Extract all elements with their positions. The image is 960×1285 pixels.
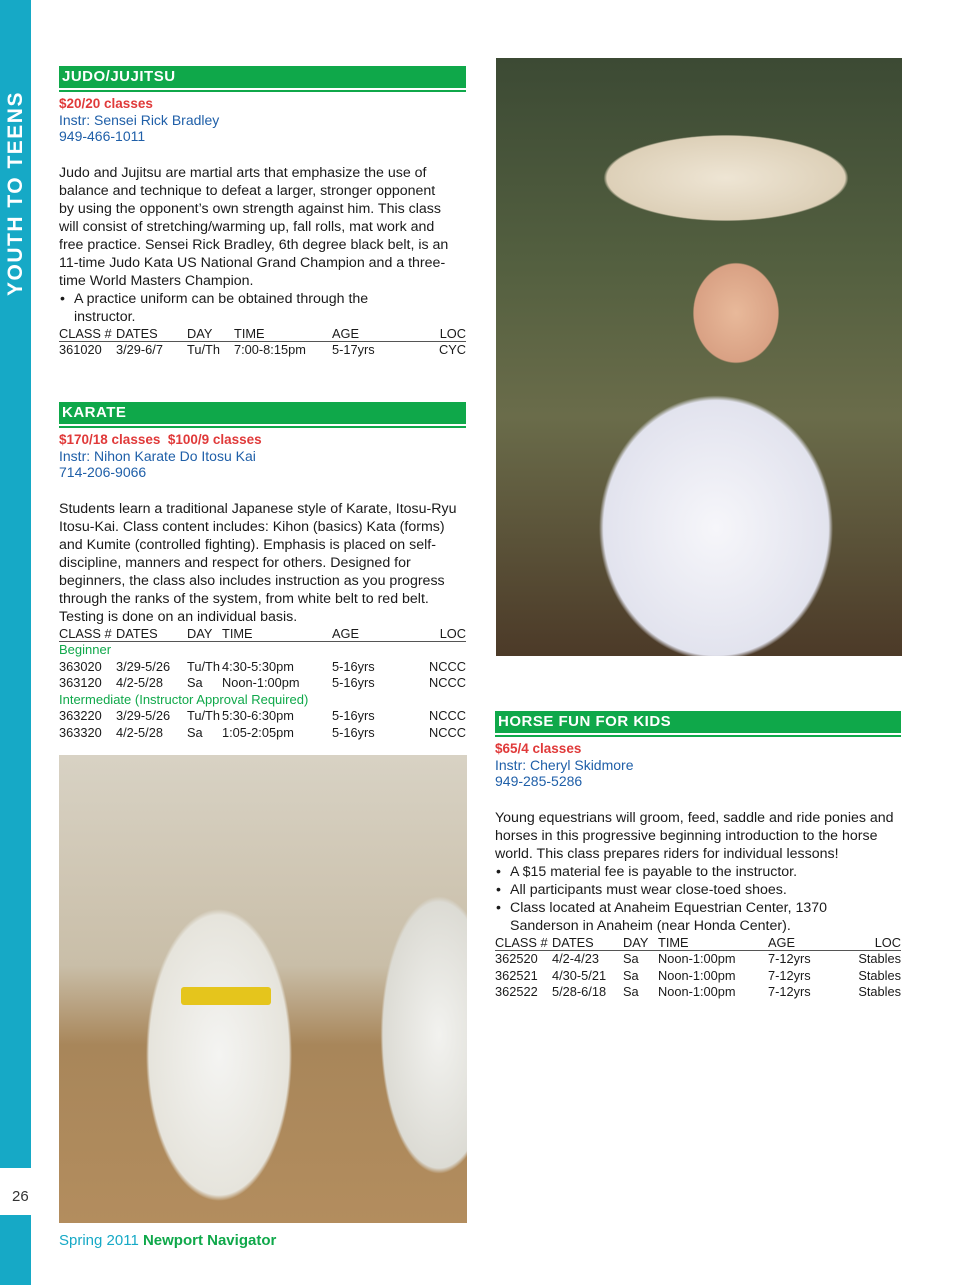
age: 5-16yrs [332, 724, 375, 740]
footer-season: Spring 2011 [59, 1232, 139, 1249]
day: Sa [187, 724, 203, 740]
horse-schedule [495, 935, 901, 1001]
karate-section [59, 402, 466, 741]
table-row [495, 984, 901, 1001]
karate-instructor: Instr: Nihon Karate Do Itosu Kai [59, 448, 256, 464]
col-day: DAY [187, 626, 222, 642]
horse-phone: 949-285-5286 [495, 773, 583, 789]
karate-phone: 714-206-9066 [59, 464, 147, 480]
class-number: 362520 [495, 951, 538, 966]
age: 7-12yrs [768, 984, 811, 999]
judo-price: $20/20 classes [59, 96, 153, 111]
location: Stables [858, 984, 901, 999]
dates: 4/30-5/21 [552, 967, 607, 983]
age: 5-16yrs [332, 708, 375, 723]
location: NCCC [429, 724, 466, 740]
col-loc: LOC [412, 626, 466, 642]
age: 7-12yrs [768, 967, 811, 983]
col-time: TIME [658, 935, 768, 951]
time: Noon-1:00pm [222, 675, 300, 690]
horse-instructor: Instr: Cheryl Skidmore [495, 757, 634, 773]
col-loc: LOC [412, 326, 466, 342]
schedule-header [59, 626, 466, 642]
time: 7:00-8:15pm [234, 342, 306, 357]
table-row [495, 968, 901, 985]
table-row [495, 951, 901, 968]
location: NCCC [429, 658, 466, 674]
class-number: 361020 [59, 342, 102, 357]
class-number: 362522 [495, 984, 538, 999]
beginner-label: Beginner [59, 642, 112, 657]
location: NCCC [429, 675, 466, 690]
col-dates: DATES [116, 326, 187, 342]
time: 1:05-2:05pm [222, 724, 294, 740]
location: NCCC [429, 708, 466, 723]
age: 5-16yrs [332, 675, 375, 690]
location: CYC [438, 342, 466, 357]
yellow-belt [181, 987, 271, 1005]
judo-section [59, 66, 466, 359]
day: Sa [187, 675, 203, 690]
horse-title: HORSE FUN FOR KIDS [495, 711, 901, 735]
dates: 3/29-5/26 [116, 708, 171, 723]
footer [59, 1232, 276, 1249]
col-day: DAY [623, 935, 658, 951]
day: Tu/Th [187, 658, 220, 674]
page-number: 26 [12, 1188, 29, 1205]
class-number: 363020 [59, 658, 102, 674]
col-time: TIME [234, 326, 332, 342]
judo-phone: 949-466-1011 [59, 128, 146, 144]
col-class: CLASS # [59, 326, 116, 342]
col-class: CLASS # [59, 626, 116, 642]
day: Tu/Th [187, 342, 220, 357]
time: 4:30-5:30pm [222, 658, 294, 674]
karate-price: $170/18 classes $100/9 classes [59, 432, 262, 447]
day: Tu/Th [187, 708, 220, 723]
col-dates: DATES [552, 935, 623, 951]
table-row [59, 675, 466, 692]
class-number: 363220 [59, 708, 102, 723]
side-label-wrap [0, 0, 31, 300]
table-row [59, 708, 466, 725]
horse-price: $65/4 classes [495, 741, 582, 756]
dates: 4/2-5/28 [116, 675, 163, 690]
footer-publication: Newport Navigator [142, 1232, 277, 1249]
day: Sa [623, 984, 639, 999]
age: 5-16yrs [332, 658, 375, 674]
side-bar-lower [0, 1215, 31, 1285]
dates: 5/28-6/18 [552, 984, 607, 999]
table-row [59, 659, 466, 676]
judo-schedule [59, 326, 466, 359]
karate-schedule [59, 626, 466, 741]
judo-description: Judo and Jujitsu are martial arts that emphasize the use of balance and technique to defeat a larger, stronger opponent by using the opponent’s own strength against him. This class will consist of stretching/warming up, fall rolls, mat work and free practice. Sensei Rick Bradley, 6th degree black belt, is an 11-time Judo Kata US National Grand Champion and a three-time World Masters Champion. [59, 165, 449, 289]
dates: 3/29-5/26 [116, 658, 171, 674]
class-number: 362521 [495, 967, 538, 983]
horse-bullet: • A $15 material fee is payable to the instructor. [495, 863, 865, 881]
horse-bullet: • Class located at Anaheim Equestrian Center, 1370 Sanderson in Anaheim (near Honda Center). [495, 899, 865, 935]
location: Stables [858, 951, 901, 966]
karate-title: KARATE [59, 402, 466, 426]
age: 7-12yrs [768, 951, 811, 966]
judo-bullets [59, 290, 419, 326]
judo-instructor: Instr: Sensei Rick Bradley [59, 112, 220, 128]
col-age: AGE [332, 326, 412, 342]
side-label: YOUTH TO TEENS [4, 91, 27, 296]
schedule-header [495, 935, 901, 951]
judo-title: JUDO/JUJITSU [59, 66, 466, 90]
col-dates: DATES [116, 626, 187, 642]
col-time: TIME [222, 626, 332, 642]
horse-bullets [495, 863, 865, 935]
karate-description: Students learn a traditional Japanese style of Karate, Itosu-Ryu Itosu-Kai. Class content includes: Kihon (basics) Kata (forms) and Kumite (controlled fighting). Emphasis is placed on self-discipline, manners and respect for others. Designed for beginners, the class also includes instruction as you progress through the ranks of the system, from white belt to red belt. Testing is done on an individual basis. [59, 501, 457, 625]
dates: 4/2-4/23 [552, 951, 599, 966]
location: Stables [858, 967, 901, 983]
dates: 4/2-5/28 [116, 724, 163, 740]
level-row [59, 642, 466, 659]
class-number: 363120 [59, 675, 102, 690]
intermediate-label: Intermediate (Instructor Approval Required) [59, 691, 309, 707]
day: Sa [623, 951, 639, 966]
judo-bullet: • A practice uniform can be obtained through the instructor. [59, 290, 419, 326]
col-loc: LOC [848, 935, 901, 951]
cowgirl-photo [496, 58, 902, 656]
level-row [59, 692, 466, 709]
day: Sa [623, 967, 639, 983]
col-age: AGE [332, 626, 412, 642]
class-number: 363320 [59, 724, 102, 740]
horse-bullet: • All participants must wear close-toed shoes. [495, 881, 865, 899]
table-row [59, 342, 466, 359]
time: Noon-1:00pm [658, 967, 736, 983]
time: Noon-1:00pm [658, 951, 736, 966]
col-day: DAY [187, 326, 234, 342]
time: Noon-1:00pm [658, 984, 736, 999]
schedule-header [59, 326, 466, 342]
col-age: AGE [768, 935, 848, 951]
horse-description: Young equestrians will groom, feed, saddle and ride ponies and horses in this progressive beginning introduction to the horse world. This class prepares riders for individual lessons! [495, 810, 894, 862]
time: 5:30-6:30pm [222, 708, 294, 723]
side-bar [0, 0, 31, 1168]
karate-kids-photo [59, 755, 467, 1223]
dates: 3/29-6/7 [116, 342, 163, 357]
col-class: CLASS # [495, 935, 552, 951]
table-row [59, 725, 466, 742]
age: 5-17yrs [332, 342, 375, 357]
horse-section [495, 711, 901, 1001]
